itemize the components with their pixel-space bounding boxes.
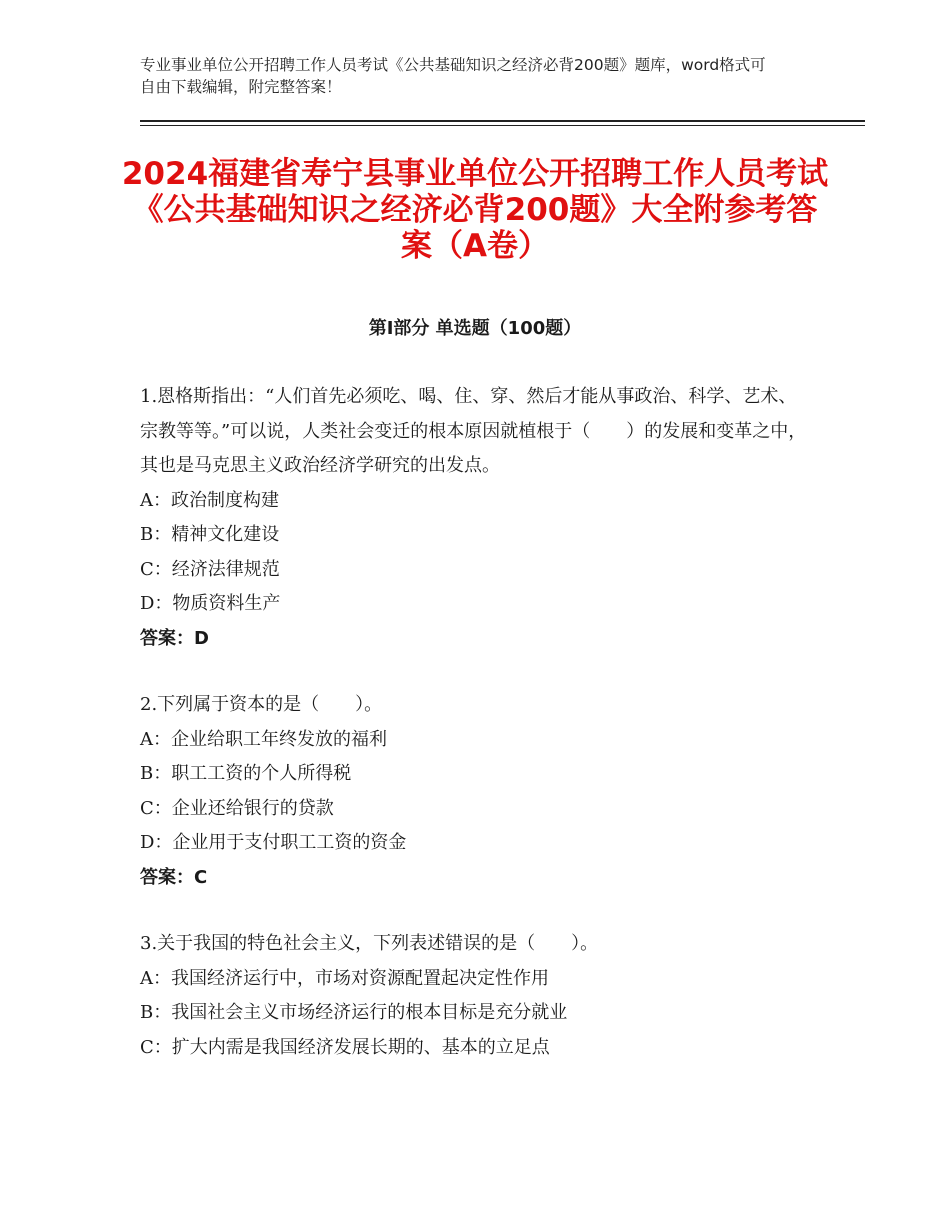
option-b: B：我国社会主义市场经济运行的根本目标是充分就业 [140, 1002, 568, 1023]
header-note: 专业事业单位公开招聘工作人员考试《公共基础知识之经济必背200题》题库，word格式可自由下载编辑，附完整答案！ [140, 56, 766, 96]
option-b: B：职工工资的个人所得税 [140, 763, 352, 784]
answer-label: 答案：C [140, 866, 208, 888]
option-a: A：企业给职工年终发放的福利 [140, 728, 387, 750]
question-stem: 2.下列属于资本的是（ ）。 [140, 694, 383, 715]
option-d: D：企业用于支付职工工资的资金 [140, 832, 407, 853]
option-c: C：经济法律规范 [140, 558, 280, 580]
option-c: C：扩大内需是我国经济发展长期的、基本的立足点 [140, 1036, 550, 1058]
question-1 [140, 380, 810, 656]
question-list [140, 380, 810, 1097]
answer-label: 答案：D [140, 627, 209, 649]
question-stem: 1.恩格斯指出：“人们首先必须吃、喝、住、穿、然后才能从事政治、科学、艺术、宗教等等。”可以说，人类社会变迁的根本原因就植根于（ ）的发展和变革之中，其也是马克思主义政治经济学研究的出发点。 [140, 386, 807, 476]
header-rule-thin [140, 125, 865, 126]
question-3 [140, 927, 810, 1065]
section-heading: 第Ⅰ部分 单选题（100题） [368, 318, 582, 339]
option-c: C：企业还给银行的贷款 [140, 797, 334, 819]
option-a: A：我国经济运行中，市场对资源配置起决定性作用 [140, 967, 549, 989]
document-title: 2024福建省寿宁县事业单位公开招聘工作人员考试《公共基础知识之经济必背200题》大全附参考答案（A卷） [121, 156, 829, 264]
option-a: A：政治制度构建 [140, 489, 279, 511]
option-b: B：精神文化建设 [140, 524, 280, 545]
question-2 [140, 688, 810, 895]
option-d: D：物质资料生产 [140, 593, 281, 614]
header-rule-thick [140, 120, 865, 122]
question-stem: 3.关于我国的特色社会主义，下列表述错误的是（ ）。 [140, 933, 599, 954]
